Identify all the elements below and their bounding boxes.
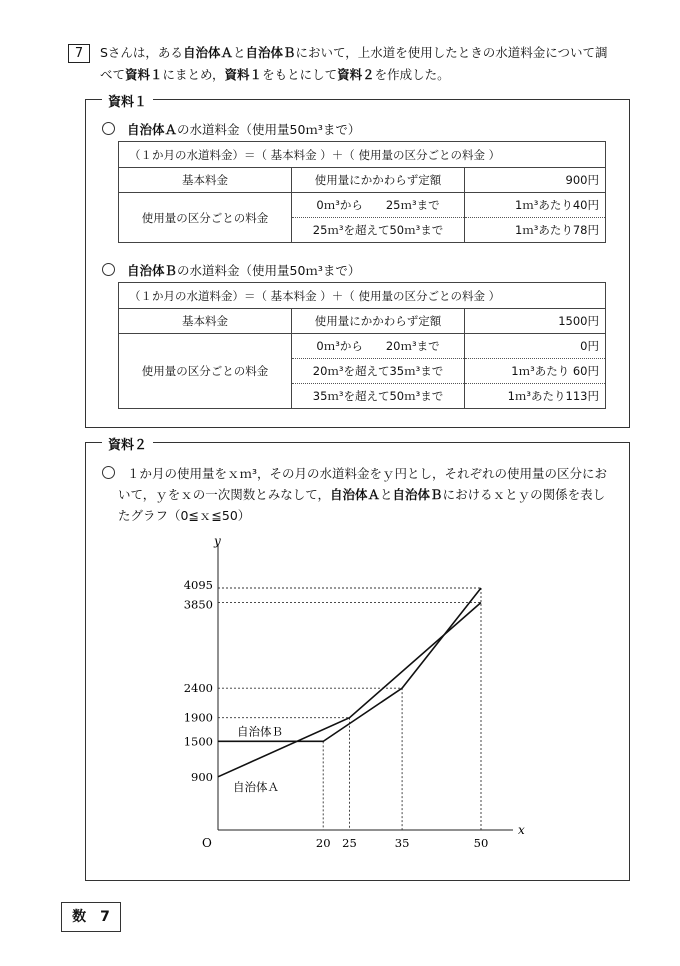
shiryo2-title: 資料２ (102, 434, 153, 453)
usage-price: 1ｍ³あたり113円 (465, 384, 606, 409)
circle-bullet-icon (102, 122, 115, 135)
usage-range: 20ｍ³を超えて35ｍ³まで (292, 359, 465, 384)
city-b-heading: 自治体Ｂの水道料金（使用量50ｍ³まで） (102, 261, 360, 279)
basic-fee-desc: 使用量にかかわらず定額 (292, 168, 465, 193)
usage-fee-label: 使用量の区分ごとの料金 (119, 334, 292, 409)
usage-price: 0円 (465, 334, 606, 359)
y-tick-label: 4095 (183, 578, 213, 592)
usage-range: 0ｍ³から 20ｍ³まで (292, 334, 465, 359)
basic-fee-price: 1500円 (465, 309, 606, 334)
y-tick-label: 3850 (183, 597, 213, 612)
x-tick-label: 25 (342, 836, 357, 850)
y-tick-label: 1900 (183, 710, 213, 725)
usage-fee-label: 使用量の区分ごとの料金 (119, 193, 292, 243)
usage-range: 25ｍ³を超えて50ｍ³まで (292, 218, 465, 243)
usage-range: 35ｍ³を超えて50ｍ³まで (292, 384, 465, 409)
basic-fee-desc: 使用量にかかわらず定額 (292, 309, 465, 334)
usage-price: 1ｍ³あたり 60円 (465, 359, 606, 384)
series-label-city-a: 自治体Ａ (233, 779, 279, 794)
usage-range: 0ｍ³から 25ｍ³まで (292, 193, 465, 218)
fee-formula: （１か月の水道料金）＝（ 基本料金 ）＋（ 使用量の区分ごとの料金 ） (119, 142, 606, 168)
y-tick-label: 1500 (183, 734, 213, 749)
x-tick-label: 20 (315, 836, 331, 850)
x-tick-label: 35 (394, 836, 410, 850)
basic-fee-label: 基本料金 (119, 168, 292, 193)
question-number: 7 (68, 44, 90, 63)
x-tick-label: 50 (473, 836, 489, 850)
y-tick-label: 900 (191, 769, 213, 784)
city-a-fee-table (118, 141, 606, 243)
city-a-heading: 自治体Ａの水道料金（使用量50ｍ³まで） (102, 120, 360, 138)
shiryo2-description: １か月の使用量をｘｍ³，その月の水道料金をｙ円とし，それぞれの使用量の区分にお いて，ｙをｘの一次関数とみなして，自治体Ａと自治体Ｂにおけるｘとｙの関係を表し たグラフ（0≦ｘ≦50） (102, 463, 622, 526)
y-tick-label: 2400 (183, 681, 213, 696)
circle-bullet-icon (102, 263, 115, 276)
basic-fee-label: 基本料金 (119, 309, 292, 334)
shiryo1-title: 資料１ (102, 91, 153, 110)
y-axis-label: y (214, 534, 221, 548)
city-b-fee-table (118, 282, 606, 409)
origin-label: O (202, 836, 212, 850)
series-label-city-b: 自治体Ｂ (237, 724, 283, 739)
question-intro: Sさんは，ある自治体Ａと自治体Ｂにおいて，上水道を使用したときの水道料金について調 べて資料１にまとめ，資料１をもとにして資料２を作成した。 (100, 45, 608, 82)
usage-price: 1ｍ³あたり78円 (465, 218, 606, 243)
fee-formula: （１か月の水道料金）＝（ 基本料金 ）＋（ 使用量の区分ごとの料金 ） (119, 283, 606, 309)
usage-price: 1ｍ³あたり40円 (465, 193, 606, 218)
page-label: 数 7 (61, 902, 121, 932)
circle-bullet-icon (102, 466, 115, 479)
basic-fee-price: 900円 (465, 168, 606, 193)
x-axis-label: x (518, 823, 525, 837)
